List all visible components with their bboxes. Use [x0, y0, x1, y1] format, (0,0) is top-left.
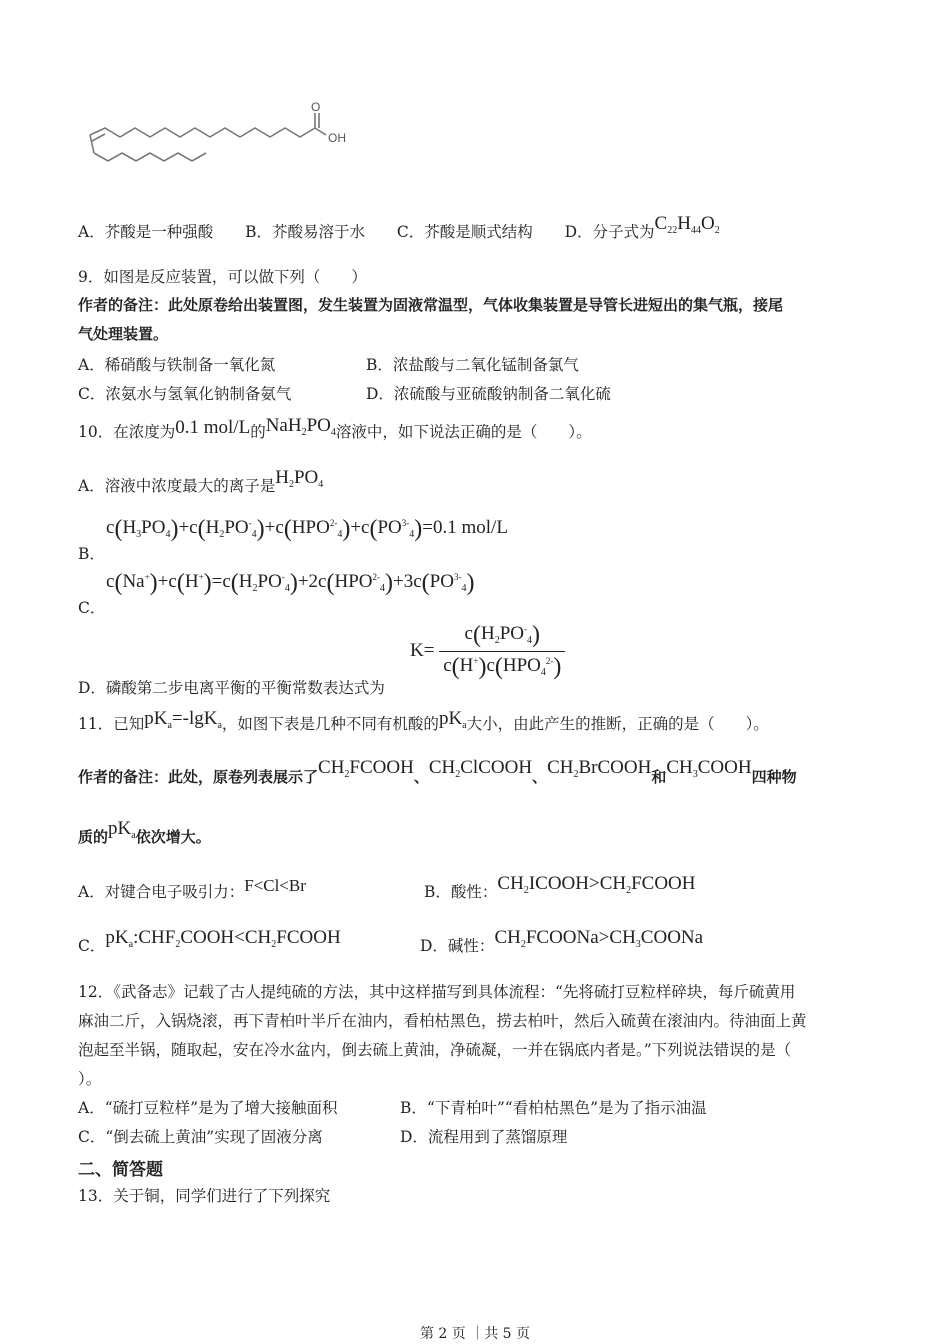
q11-option-c-text: C． — [78, 937, 106, 955]
q9-option-a[interactable]: A．稀硝酸与铁制备一氧化氮 — [78, 356, 276, 374]
q11-acid-3: $CH_2BrCOOH$ — [547, 757, 652, 780]
q11-note-b: 四种物 — [751, 768, 797, 786]
q11-acid-4: $CH_3COOH$ — [666, 757, 752, 780]
hydroxyl-bond — [315, 128, 326, 135]
q10-stem — [78, 415, 592, 444]
q11-note-c: 质的 — [78, 828, 109, 846]
q11-note-a: 作者的备注：此处，原卷列表展示了 — [78, 768, 319, 786]
q10-option-c-equation: $c(Na^+)+c(H^+)=c(H_2PO^-_4)+2c(HPO^{2-}_4)+3c(PO^{3-}_4)$ — [106, 570, 475, 596]
q9-option-b[interactable]: B．浓盐酸与二氧化锰制备氯气 — [366, 356, 579, 374]
q8-option-b[interactable]: B．芥酸易溶于水 — [245, 223, 365, 241]
q9-stem: 9．如图是反应装置，可以做下列（ ） — [78, 268, 367, 286]
q10-option-a-ion: $H_2PO_4$ — [275, 467, 324, 490]
section-heading: 二、简答题 — [78, 1160, 163, 1180]
q11-option-c[interactable] — [78, 927, 341, 958]
q11-and: 和 — [651, 768, 667, 786]
oxygen-label: O — [311, 100, 321, 114]
q9-note-line2: 气处理装置。 — [78, 325, 169, 343]
q10-k-numerator: $c(H_2PO^-_4)$ — [439, 622, 565, 652]
q10-concentration: 0.1 mol/L — [175, 417, 251, 438]
q12-option-d[interactable]: D．流程用到了蒸馏原理 — [400, 1128, 568, 1146]
q12-line2: 麻油二斤，入锅烧滚，再下青柏叶半斤在油内，看柏枯黑色，捞去柏叶，然后入硫黄在滚油内。待油面上黄 — [78, 1012, 807, 1030]
q11-option-c-expr: $pK_a:CHF_2COOH<CH_2FCOOH$ — [105, 927, 341, 950]
q10-option-d-expression — [410, 622, 565, 681]
q10-option-a-text: A．溶液中浓度最大的离子是 — [78, 477, 276, 495]
q12-line4: ）。 — [78, 1070, 102, 1088]
q11-acid-1: $CH_2FCOOH$ — [318, 757, 414, 780]
double-bond-line — [92, 134, 105, 141]
erucic-acid-structure — [80, 95, 370, 185]
q8-formula: $C_{22}H_{44}O_2$ — [654, 213, 720, 236]
lower-chain — [94, 153, 206, 161]
page-footer: 第 2 页 ｜共 5 页 — [419, 1326, 531, 1342]
q11-option-a-text: A．对键合电子吸引力： — [78, 883, 245, 901]
q11-stem-a: 11．已知 — [78, 715, 145, 733]
q10-k-fraction — [439, 622, 565, 681]
q11-option-d-text: D．碱性： — [420, 937, 495, 955]
q8-option-a[interactable]: A．芥酸是一种强酸 — [78, 223, 214, 241]
q11-note-d: 依次增大。 — [135, 828, 211, 846]
q9-option-d[interactable]: D．浓硫酸与亚硫酸钠制备二氧化硫 — [366, 385, 611, 403]
q8-option-d[interactable]: D．分子式为 — [564, 223, 655, 241]
q10-option-c-label[interactable]: C． — [78, 599, 106, 617]
q10-option-d[interactable]: D．磷酸第二步电离平衡的平衡常数表达式为 — [78, 679, 385, 697]
q11-pka: $pK_a$ — [438, 708, 467, 731]
q10-stem-a: 10．在浓度为 — [78, 423, 176, 441]
q10-option-b-rhs: =0.1 mol/L — [422, 517, 508, 538]
q11-note-line1 — [78, 757, 797, 789]
q11-sep-1: 、 — [413, 768, 429, 786]
q11-option-b-expr: $CH_2ICOOH>CH_2FCOOH$ — [497, 873, 696, 896]
q11-option-b[interactable] — [424, 873, 696, 904]
q11-acid-2: $CH_2ClCOOH$ — [428, 757, 533, 780]
q8-options — [78, 213, 720, 244]
q11-stem-c: 大小，由此产生的推断，正确的是（ ）。 — [466, 715, 769, 733]
q11-sep-2: 、 — [532, 768, 548, 786]
q9-note-line1: 作者的备注：此处原卷给出装置图，发生装置为固液常温型，气体收集装置是导管长进短出的集气瓶，接尾 — [78, 296, 784, 314]
q12-option-a[interactable]: A．“硫打豆粒样”是为了增大接触面积 — [78, 1099, 338, 1117]
q10-stem-b: 的 — [250, 423, 266, 441]
q12-option-c[interactable]: C．“倒去硫上黄油”实现了固液分离 — [78, 1128, 323, 1146]
q9-option-c[interactable]: C．浓氨水与氢氧化钠制备氨气 — [78, 385, 292, 403]
upper-chain — [90, 128, 315, 137]
cis-bend — [90, 135, 94, 153]
oh-label: OH — [328, 131, 346, 145]
q11-option-b-text: B．酸性： — [424, 883, 498, 901]
q13-stem: 13．关于铜，同学们进行了下列探究 — [78, 1187, 331, 1205]
q11-pka-definition: $pK_a=-\lg K_a$ — [144, 708, 222, 731]
q10-option-b-label[interactable]: B． — [78, 545, 105, 563]
q11-option-d-expr: $CH_2FCOONa>CH_3COONa$ — [494, 927, 704, 950]
q10-salt: $NaH_2PO_4$ — [265, 415, 336, 438]
q11-option-a[interactable] — [78, 876, 306, 902]
q10-stem-c: 溶液中，如下说法正确的是（ ）。 — [335, 423, 592, 441]
q10-option-b-equation: $c(H_3PO_4)+c(H_2PO^-_4)+c(HPO^{2-}_4)+c(PO^{3-}_4)=0.1$ mol/L — [106, 516, 508, 542]
q11-option-d[interactable] — [420, 927, 704, 958]
q10-k-denominator: $c(H^+)c(HPO_4^{2-})$ — [443, 654, 562, 680]
q11-stem-b: ，如图下表是几种不同有机酸的 — [221, 715, 439, 733]
q11-option-a-expr: F<Cl<Br — [244, 876, 306, 895]
q10-k-label: K= — [410, 639, 435, 661]
q11-note-line2 — [78, 818, 211, 849]
q12-line3: 泡起至半锅，随取起，安在冷水盆内，倒去硫上黄油，净硫凝，一并在锅底内者是。”下列说法错误的是（ — [78, 1041, 792, 1059]
q11-note-pka: $pK_a$ — [108, 818, 136, 841]
q12-line1: 12．《武备志》记载了古人提纯硫的方法，其中这样描写到具体流程：“先将硫打豆粒样碎块，每斤硫黄用 — [78, 983, 796, 1001]
q10-option-a[interactable] — [78, 467, 324, 498]
q8-option-c[interactable]: C．芥酸是顺式结构 — [396, 223, 533, 241]
q12-option-b[interactable]: B．“下青柏叶”“看柏枯黑色”是为了指示油温 — [400, 1099, 707, 1117]
q11-stem — [78, 708, 769, 736]
